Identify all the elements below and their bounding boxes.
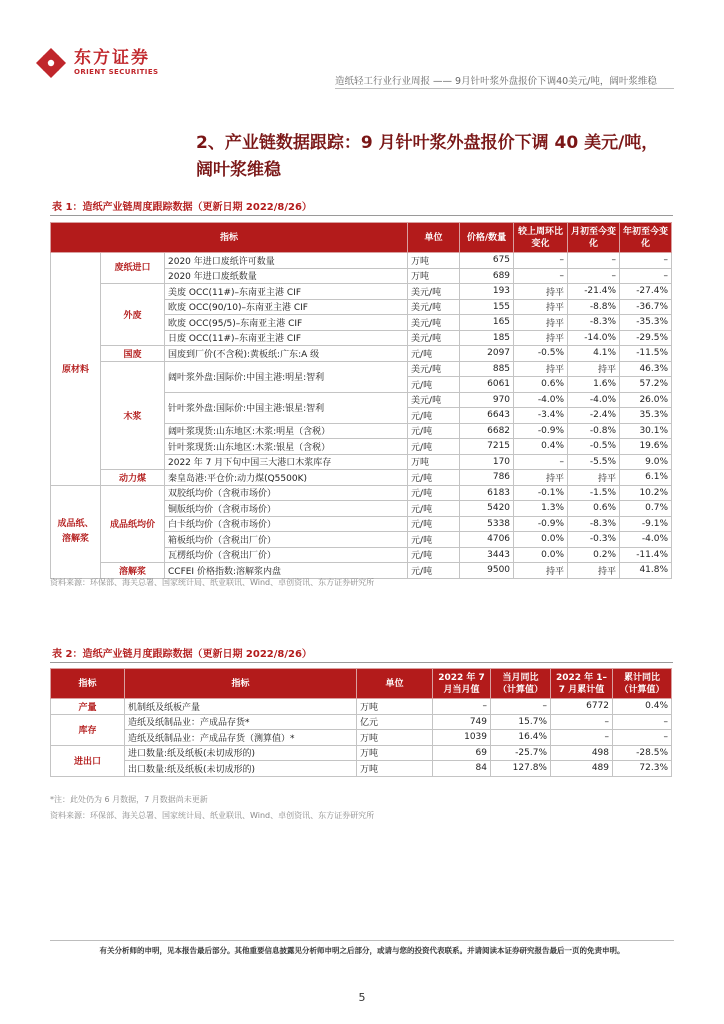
unit-cell: 元/吨 — [408, 516, 460, 532]
value-cell: 6061 — [460, 377, 514, 393]
unit-cell: 元/吨 — [408, 377, 460, 393]
mtd-cell: -8.3% — [568, 516, 620, 532]
table-row — [51, 470, 672, 486]
indicator-cell: 箱板纸均价（含税出厂价） — [165, 532, 408, 548]
group-output: 产量 — [51, 699, 125, 715]
unit-cell: 元/吨 — [408, 532, 460, 548]
unit-cell: 美元/吨 — [408, 315, 460, 331]
unit-cell: 亿元 — [357, 714, 433, 730]
mtd-cell: -0.8% — [568, 423, 620, 439]
month-value-cell: 749 — [433, 714, 491, 730]
indicator-cell: 秦皇岛港:平仓价:动力煤(Q5500K) — [165, 470, 408, 486]
ytd-cell: 6.1% — [620, 470, 672, 486]
group-finished-paper: 成品纸、溶解浆 — [51, 485, 101, 578]
indicator-cell: 日废 OCC(11#)–东南亚主港 CIF — [165, 330, 408, 346]
ytd-cell: -29.5% — [620, 330, 672, 346]
unit-cell: 美元/吨 — [408, 361, 460, 377]
value-cell: 6643 — [460, 408, 514, 424]
mtd-cell: -0.5% — [568, 439, 620, 455]
brand-name-en: ORIENT SECURITIES — [74, 68, 159, 76]
month-yoy-cell: 127.8% — [491, 761, 551, 777]
value-cell: 185 — [460, 330, 514, 346]
logo-mark-icon — [34, 46, 68, 80]
indicator-cell: 白卡纸均价（含税市场价） — [165, 516, 408, 532]
unit-cell: 美元/吨 — [408, 284, 460, 300]
month-value-cell: 84 — [433, 761, 491, 777]
table-row — [51, 346, 672, 362]
mtd-cell: 4.1% — [568, 346, 620, 362]
table-row — [51, 714, 672, 730]
ytd-cell: 9.0% — [620, 454, 672, 470]
ytd-yoy-cell: – — [613, 730, 672, 746]
value-cell: 786 — [460, 470, 514, 486]
footer-disclaimer: 有关分析师的申明，见本报告最后部分。其他重要信息披露见分析师申明之后部分，或请与您的投资代表联系。并请阅读本证券研究报告最后一页的免责申明。 — [99, 946, 625, 955]
mtd-cell: -21.4% — [568, 284, 620, 300]
wow-cell: – — [514, 253, 568, 269]
unit-cell: 万吨 — [408, 253, 460, 269]
wow-cell: -3.4% — [514, 408, 568, 424]
mtd-cell: -1.5% — [568, 485, 620, 501]
table-row — [51, 563, 672, 579]
t2-header-unit: 单位 — [357, 669, 433, 699]
ytd-cell: -36.7% — [620, 299, 672, 315]
wow-cell: -0.1% — [514, 485, 568, 501]
wow-cell: -0.9% — [514, 423, 568, 439]
indicator-cell: 机制纸及纸板产量 — [125, 699, 357, 715]
indicator-cell: 2020 年进口废纸数量 — [165, 268, 408, 284]
weekly-tracking-table — [50, 222, 672, 579]
wow-cell: -0.9% — [514, 516, 568, 532]
table2-title: 表 2：造纸产业链月度跟踪数据（更新日期 2022/8/26） — [52, 649, 312, 660]
unit-cell: 元/吨 — [408, 485, 460, 501]
unit-cell: 美元/吨 — [408, 299, 460, 315]
mtd-cell: – — [568, 253, 620, 269]
table-row — [51, 284, 672, 300]
wow-cell: 0.6% — [514, 377, 568, 393]
table-row — [51, 485, 672, 501]
mtd-cell: 持平 — [568, 563, 620, 579]
month-yoy-cell: 16.4% — [491, 730, 551, 746]
ytd-cell: -9.1% — [620, 516, 672, 532]
unit-cell: 万吨 — [408, 454, 460, 470]
indicator-cell: 造纸及纸制品业：产成品存货* — [125, 714, 357, 730]
group-import-export: 进出口 — [51, 745, 125, 776]
ytd-cell: -11.5% — [620, 346, 672, 362]
value-cell: 6682 — [460, 423, 514, 439]
footer-divider — [50, 940, 674, 941]
unit-cell: 万吨 — [408, 268, 460, 284]
table1-header-row — [51, 223, 672, 253]
indicator-cell: 阔叶浆现货:山东地区:木浆:明星（含税） — [165, 423, 408, 439]
value-cell: 2097 — [460, 346, 514, 362]
ytd-cell: – — [620, 253, 672, 269]
mtd-cell: 持平 — [568, 470, 620, 486]
indicator-cell: 欧废 OCC(90/10)–东南亚主港 CIF — [165, 299, 408, 315]
group-inventory: 库存 — [51, 714, 125, 745]
ytd-cell: 57.2% — [620, 377, 672, 393]
value-cell: 970 — [460, 392, 514, 408]
ytd-value-cell: – — [551, 730, 613, 746]
unit-cell: 元/吨 — [408, 346, 460, 362]
value-cell: 7215 — [460, 439, 514, 455]
unit-cell: 万吨 — [357, 761, 433, 777]
t1-header-indicator: 指标 — [51, 223, 408, 253]
wow-cell: 0.0% — [514, 532, 568, 548]
group-raw-materials: 原材料 — [51, 253, 101, 486]
value-cell: 5420 — [460, 501, 514, 517]
t2-header-indicator: 指标 — [125, 669, 357, 699]
t2-header-ytd-yoy: 累计同比（计算值） — [613, 669, 672, 699]
wow-cell: – — [514, 454, 568, 470]
table2-header-row — [51, 669, 672, 699]
ytd-cell: 30.1% — [620, 423, 672, 439]
monthly-tracking-table — [50, 668, 672, 777]
value-cell: 5338 — [460, 516, 514, 532]
value-cell: 6183 — [460, 485, 514, 501]
t1-header-ytd: 年初至今变化 — [620, 223, 672, 253]
ytd-yoy-cell: – — [613, 714, 672, 730]
t2-header-month-yoy: 当月同比（计算值） — [491, 669, 551, 699]
unit-cell: 元/吨 — [408, 439, 460, 455]
wow-cell: 持平 — [514, 299, 568, 315]
table1-title-rule — [50, 215, 673, 216]
month-yoy-cell: -25.7% — [491, 745, 551, 761]
t1-header-value: 价格/数量 — [460, 223, 514, 253]
mtd-cell: -0.3% — [568, 532, 620, 548]
t2-header-month-value: 2022 年 7 月当月值 — [433, 669, 491, 699]
indicator-cell: CCFEI 价格指数:溶解浆内盘 — [165, 563, 408, 579]
mtd-cell: 1.6% — [568, 377, 620, 393]
wow-cell: – — [514, 268, 568, 284]
table-row — [51, 761, 672, 777]
mtd-cell: -5.5% — [568, 454, 620, 470]
unit-cell: 万吨 — [357, 699, 433, 715]
unit-cell: 元/吨 — [408, 547, 460, 563]
ytd-cell: 41.8% — [620, 563, 672, 579]
indicator-cell: 阔叶浆外盘:国际价:中国主港:明星:智利 — [165, 361, 408, 392]
brand-logo — [34, 46, 158, 80]
subgroup-domestic-waste: 国废 — [101, 346, 165, 362]
ytd-yoy-cell: -28.5% — [613, 745, 672, 761]
month-yoy-cell: 15.7% — [491, 714, 551, 730]
value-cell: 689 — [460, 268, 514, 284]
indicator-cell: 国废到厂价(不含税):黄板纸:广东:A 级 — [165, 346, 408, 362]
value-cell: 3443 — [460, 547, 514, 563]
unit-cell: 元/吨 — [408, 470, 460, 486]
ytd-yoy-cell: 0.4% — [613, 699, 672, 715]
brand-name-cn: 东方证券 — [74, 48, 150, 68]
ytd-cell: -35.3% — [620, 315, 672, 331]
table1-source: 资料来源：环保部、海关总署、国家统计局、纸业联讯、Wind、卓创资讯、东方证券研究所 — [50, 578, 375, 587]
subgroup-waste-paper-import: 废纸进口 — [101, 253, 165, 284]
indicator-cell: 针叶浆现货:山东地区:木浆:银星（含税） — [165, 439, 408, 455]
indicator-cell: 2020 年进口废纸许可数量 — [165, 253, 408, 269]
mtd-cell: -4.0% — [568, 392, 620, 408]
unit-cell: 美元/吨 — [408, 392, 460, 408]
value-cell: 4706 — [460, 532, 514, 548]
month-value-cell: 1039 — [433, 730, 491, 746]
month-value-cell: 69 — [433, 745, 491, 761]
ytd-yoy-cell: 72.3% — [613, 761, 672, 777]
ytd-value-cell: – — [551, 714, 613, 730]
indicator-cell: 欧废 OCC(95/5)–东南亚主港 CIF — [165, 315, 408, 331]
subgroup-paper-avg-price: 成品纸均价 — [101, 485, 165, 563]
header-divider — [335, 88, 674, 89]
wow-cell: 持平 — [514, 315, 568, 331]
wow-cell: 持平 — [514, 470, 568, 486]
wow-cell: 1.3% — [514, 501, 568, 517]
t1-header-unit: 单位 — [408, 223, 460, 253]
unit-cell: 美元/吨 — [408, 330, 460, 346]
report-header-line: 造纸轻工行业行业周报 —— 9月针叶浆外盘报价下调40美元/吨，阔叶浆维稳 — [335, 76, 657, 87]
ytd-cell: -27.4% — [620, 284, 672, 300]
table-row — [51, 699, 672, 715]
value-cell: 155 — [460, 299, 514, 315]
value-cell: 165 — [460, 315, 514, 331]
unit-cell: 元/吨 — [408, 563, 460, 579]
indicator-cell: 进口数量:纸及纸板(未切成形的) — [125, 745, 357, 761]
value-cell: 193 — [460, 284, 514, 300]
mtd-cell: – — [568, 268, 620, 284]
unit-cell: 元/吨 — [408, 501, 460, 517]
ytd-value-cell: 498 — [551, 745, 613, 761]
ytd-cell: 10.2% — [620, 485, 672, 501]
table2-source: 资料来源：环保部、海关总署、国家统计局、纸业联讯、Wind、卓创资讯、东方证券研究所 — [50, 811, 375, 820]
indicator-cell: 双胶纸均价（含税市场价） — [165, 485, 408, 501]
subgroup-dissolving-pulp: 溶解浆 — [101, 563, 165, 579]
subgroup-wood-pulp: 木浆 — [101, 361, 165, 470]
section-title: 2、产业链数据跟踪：9 月针叶浆外盘报价下调 40 美元/吨，阔叶浆维稳 — [196, 133, 659, 180]
value-cell: 885 — [460, 361, 514, 377]
t2-header-category: 指标 — [51, 669, 125, 699]
table-row — [51, 253, 672, 269]
value-cell: 9500 — [460, 563, 514, 579]
indicator-cell: 铜版纸均价（含税市场价） — [165, 501, 408, 517]
ytd-cell: – — [620, 268, 672, 284]
unit-cell: 元/吨 — [408, 423, 460, 439]
unit-cell: 元/吨 — [408, 408, 460, 424]
unit-cell: 万吨 — [357, 745, 433, 761]
indicator-cell: 2022 年 7 月下旬中国三大港口木浆库存 — [165, 454, 408, 470]
ytd-value-cell: 489 — [551, 761, 613, 777]
t1-header-mtd: 月初至今变化 — [568, 223, 620, 253]
subgroup-imported-waste: 外废 — [101, 284, 165, 346]
table2-note: *注：此处仍为 6 月数据，7 月数据尚未更新 — [50, 795, 208, 804]
mtd-cell: 持平 — [568, 361, 620, 377]
page-number: 5 — [358, 991, 366, 1004]
month-yoy-cell: – — [491, 699, 551, 715]
indicator-cell: 针叶浆外盘:国际价:中国主港:银星:智利 — [165, 392, 408, 423]
wow-cell: 0.4% — [514, 439, 568, 455]
ytd-cell: 0.7% — [620, 501, 672, 517]
mtd-cell: -14.0% — [568, 330, 620, 346]
table-row — [51, 745, 672, 761]
ytd-cell: 46.3% — [620, 361, 672, 377]
ytd-cell: 19.6% — [620, 439, 672, 455]
wow-cell: 持平 — [514, 330, 568, 346]
ytd-cell: 26.0% — [620, 392, 672, 408]
table-row — [51, 730, 672, 746]
ytd-cell: 35.3% — [620, 408, 672, 424]
wow-cell: -4.0% — [514, 392, 568, 408]
mtd-cell: -8.3% — [568, 315, 620, 331]
wow-cell: 持平 — [514, 563, 568, 579]
mtd-cell: 0.6% — [568, 501, 620, 517]
value-cell: 170 — [460, 454, 514, 470]
month-value-cell: – — [433, 699, 491, 715]
unit-cell: 万吨 — [357, 730, 433, 746]
table-row — [51, 361, 672, 377]
mtd-cell: 0.2% — [568, 547, 620, 563]
table1-title: 表 1：造纸产业链周度跟踪数据（更新日期 2022/8/26） — [52, 202, 312, 213]
mtd-cell: -8.8% — [568, 299, 620, 315]
ytd-cell: -4.0% — [620, 532, 672, 548]
subgroup-thermal-coal: 动力煤 — [101, 470, 165, 486]
indicator-cell: 瓦楞纸均价（含税出厂价） — [165, 547, 408, 563]
indicator-cell: 出口数量:纸及纸板(未切成形的) — [125, 761, 357, 777]
t2-header-ytd-value: 2022 年 1–7 月累计值 — [551, 669, 613, 699]
ytd-cell: -11.4% — [620, 547, 672, 563]
value-cell: 675 — [460, 253, 514, 269]
indicator-cell: 造纸及纸制品业：产成品存货（测算值）* — [125, 730, 357, 746]
wow-cell: 0.0% — [514, 547, 568, 563]
indicator-cell: 美废 OCC(11#)–东南亚主港 CIF — [165, 284, 408, 300]
wow-cell: 持平 — [514, 284, 568, 300]
wow-cell: -0.5% — [514, 346, 568, 362]
ytd-value-cell: 6772 — [551, 699, 613, 715]
t1-header-wow: 较上周环比变化 — [514, 223, 568, 253]
mtd-cell: -2.4% — [568, 408, 620, 424]
table2-title-rule — [50, 662, 673, 663]
wow-cell: 持平 — [514, 361, 568, 377]
